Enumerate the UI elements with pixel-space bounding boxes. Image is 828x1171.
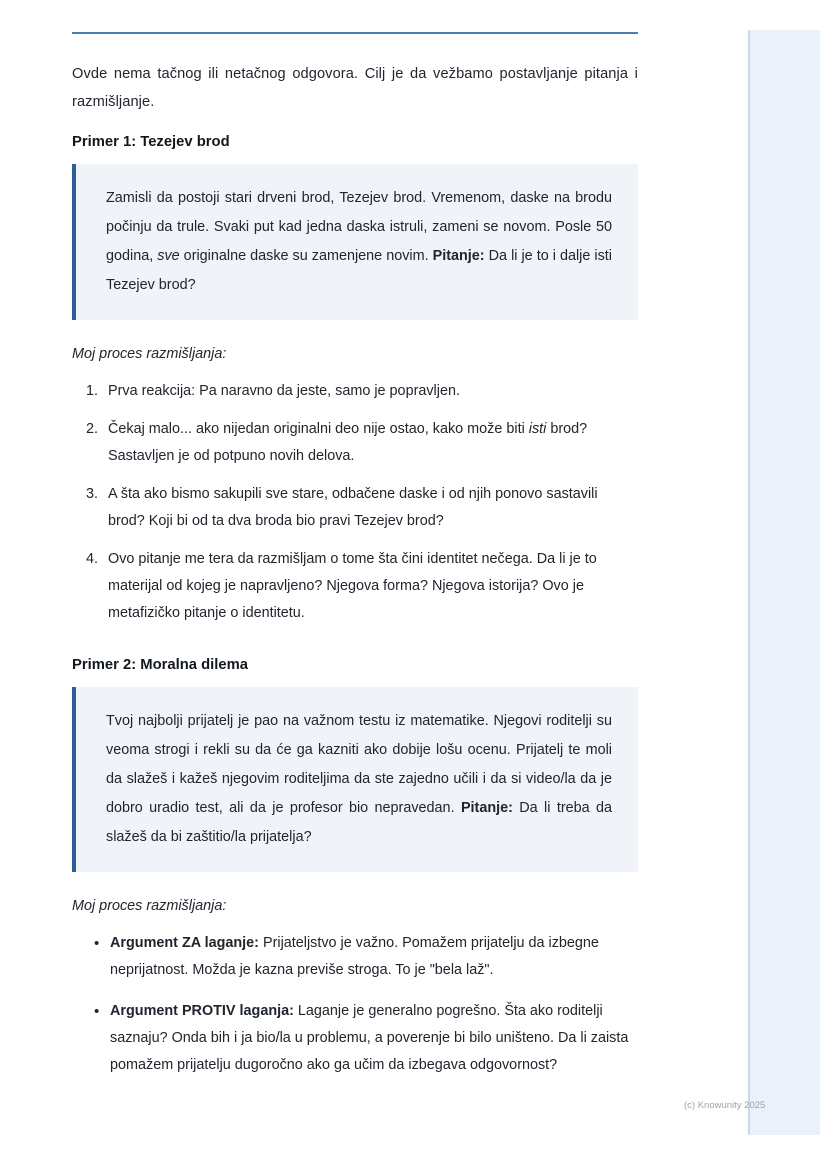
example1-quote-text — [106, 184, 612, 300]
step-italic: isti — [528, 421, 547, 437]
example2-quote-text — [106, 707, 612, 852]
example2-quote-block — [72, 687, 638, 872]
example1-quote-part2: originalne daske su zamenjene novim. — [179, 248, 433, 264]
example1-quote-italic: sve — [157, 248, 180, 264]
example1-quote-part3: Da li je to i dalje isti Tezejev brod? — [106, 248, 612, 293]
document-content — [72, 32, 638, 1093]
argument-text: Prijateljstvo je važno. Pomažem prijatelju da izbegne neprijatnost. Možda je kazna previše stroga. To je "bela laž". — [110, 935, 599, 978]
list-item — [102, 481, 638, 535]
page-right-accent-bar — [750, 30, 820, 1135]
example1-heading: Primer 1: Tezejev brod — [72, 134, 230, 150]
example2-process-label: Moj proces razmišljanja: — [72, 898, 227, 914]
argument-label: Argument ZA laganje: — [110, 935, 259, 951]
example1-quote-block — [72, 164, 638, 320]
example2-quote-part1: Tvoj najbolji prijatelj je pao na važnom testu iz matematike. Njegovi roditelji su veoma strogi i rekli su da će ga kazniti ako dobije lošu ocenu. Prijatelj te moli da slažeš i kažeš njegovim roditeljima da ste zajedno učili i da si video/la da je dobro uradio test, ali da je profesor bio nepravedan. — [106, 713, 612, 816]
footer-copyright: (c) Knowunity 2025 — [684, 1100, 766, 1111]
example2-quote-part2: Da li treba da slažeš da bi zaštitio/la prijatelja? — [106, 800, 612, 845]
list-item — [102, 416, 638, 470]
argument-label: Argument PROTIV laganja: — [110, 1003, 294, 1019]
example2-quote-bold: Pitanje: — [460, 800, 513, 816]
example1-quote-bold: Pitanje: — [432, 248, 485, 264]
top-divider-rule — [72, 32, 638, 34]
step-part1: Čekaj malo... ako nijedan originalni deo nije ostao, kako može biti — [108, 421, 529, 437]
example1-quote-part1: Zamisli da postoji stari drveni brod, Tezejev brod. Vremenom, daske na brodu počinju da trule. Svaki put kad jedna daska istruli, zameni se novom. Posle 50 godina, — [106, 190, 612, 264]
argument-text: Laganje je generalno pogrešno. Šta ako roditelji saznaju? Onda bih i ja bio/la u problemu, a poverenje bi bilo uništeno. Da li zaista pomažem prijatelju dugoročno ako ga učim da izbegava odgovornost? — [110, 1003, 629, 1073]
list-item — [102, 546, 638, 627]
example2-arguments-list — [72, 930, 638, 1079]
list-item — [94, 930, 638, 984]
example1-steps-list — [72, 378, 638, 627]
list-item — [94, 998, 638, 1079]
step-part1: A šta ako bismo sakupili sve stare, odbačene daske i od njih ponovo sastavili brod? Koji bi od ta dva broda bio pravi Tezejev brod? — [108, 486, 598, 529]
page-right-divider-line — [748, 30, 750, 1135]
example2-heading: Primer 2: Moralna dilema — [72, 657, 248, 673]
list-item — [102, 378, 638, 405]
step-part1: Prva reakcija: Pa naravno da jeste, samo je popravljen. — [108, 383, 460, 399]
example1-process-label: Moj proces razmišljanja: — [72, 346, 227, 362]
step-part1: Ovo pitanje me tera da razmišljam o tome šta čini identitet nečega. Da li je to materijal od kojeg je napravljeno? Njegova forma? Njegova istorija? Ovo je metafizičko pitanje o identitetu. — [108, 551, 597, 621]
intro-paragraph: Ovde nema tačnog ili netačnog odgovora. Cilj je da vežbamo postavljanje pitanja i razmišljanje. — [72, 66, 638, 110]
step-part2: brod? Sastavljen je od potpuno novih delova. — [108, 421, 588, 464]
